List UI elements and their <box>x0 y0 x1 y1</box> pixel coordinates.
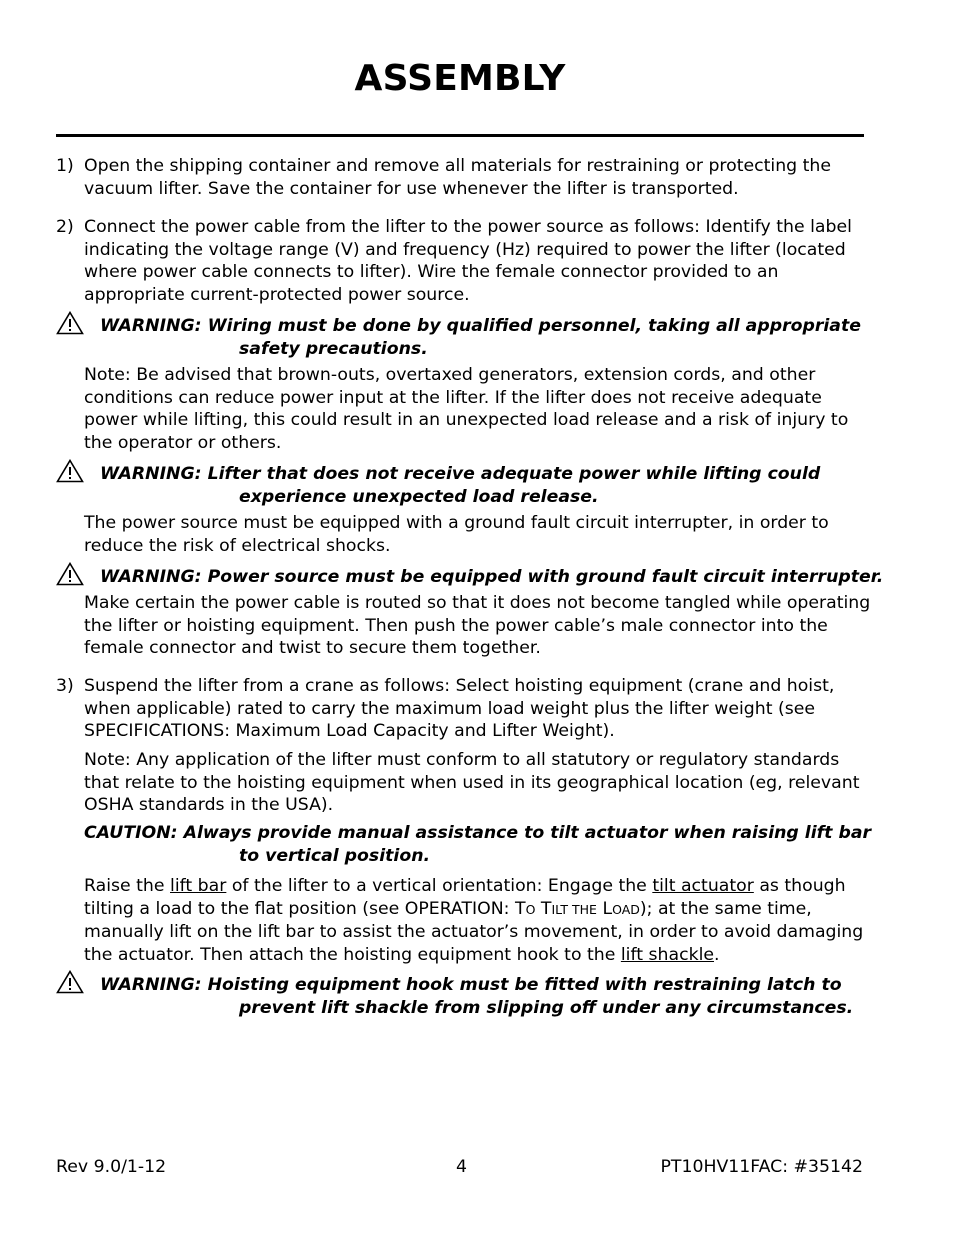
text-run: . <box>714 944 720 965</box>
warning-line-1: WARNING: Lifter that does not receive adequate power while lifting could <box>100 464 821 484</box>
caution-line-1: CAUTION: Always provide manual assistance to tilt actuator when raising lift bar <box>84 823 872 843</box>
warning-triangle-icon <box>56 562 84 586</box>
warning-line-1: WARNING: Power source must be equipped with ground fault circuit interrupter. <box>100 567 884 587</box>
step-2-note: Note: Be advised that brown-outs, overtaxed generators, extension cords, and other conditions can reduce power input at the lifter. If the lifter does not receive adequate power while lifting, this could result in an unexpected load release and a risk of injury to the operator or others. <box>84 365 849 453</box>
warning-line-1: WARNING: Wiring must be done by qualified personnel, taking all appropriate <box>100 316 861 336</box>
text-run: ); at the same time, manually lift on the lift bar to assist the actuator’s movement, in order to avoid damaging the actuator. Then attach the hoisting equipment hook to the <box>84 898 864 965</box>
warning-triangle-icon <box>56 459 84 483</box>
section-ref: TO TILT THE LOAD <box>515 898 640 919</box>
step-2-number: 2) <box>56 217 74 237</box>
step-2-cable-text: Make certain the power cable is routed so that it does not become tangled while operating the lifter or hoisting equipment. Then push the power cable’s male connector into the female connector and twist to secure them together. <box>84 593 871 659</box>
title-rule <box>56 134 864 137</box>
warning-gfci <box>56 562 896 589</box>
text-run: of the lifter to a vertical orientation: Engage the <box>226 876 653 896</box>
step-3-number: 3) <box>56 676 74 696</box>
caution-line-2: to vertical position. <box>239 845 431 866</box>
footer-revision: Rev 9.0/1-12 <box>56 1157 167 1177</box>
caution-lift-bar <box>84 822 884 867</box>
warning-line-1: WARNING: Hoisting equipment hook must be fitted with restraining latch to <box>100 975 842 995</box>
footer-page-number: 4 <box>456 1157 467 1177</box>
warning-hook-latch <box>56 970 886 1019</box>
step-1-text: Open the shipping container and remove all materials for restraining or protecting the vacuum lifter. Save the container for use whenever the lifter is transported. <box>84 156 831 199</box>
text-run: Raise the <box>84 876 171 896</box>
step-1-number: 1) <box>56 156 74 176</box>
warning-wiring <box>56 311 886 360</box>
warning-triangle-icon <box>56 311 84 335</box>
warning-power <box>56 459 886 508</box>
warning-line-2: safety precautions. <box>239 338 428 359</box>
step-2-text: Connect the power cable from the lifter to the power source as follows: Identify the label indicating the voltage range (V) and frequency (Hz) required to power the lifter (located where power cable connects to lifter). Wire the female connector provided to an appropriate current-protected power source. <box>84 217 852 305</box>
warning-line-2: experience unexpected load release. <box>239 486 599 507</box>
warning-line-2: prevent lift shackle from slipping off under any circumstances. <box>239 997 854 1018</box>
lift-bar-term: lift bar <box>170 876 227 896</box>
text-run: as though tilting a load to the flat position (see OPERATION: <box>84 876 846 919</box>
footer-doc-id: PT10HV11FAC: #35142 <box>660 1157 863 1177</box>
tilt-actuator-term: tilt actuator <box>652 876 754 896</box>
warning-triangle-icon <box>56 970 84 994</box>
step-2-gfci-text: The power source must be equipped with a ground fault circuit interrupter, in order to reduce the risk of electrical shocks. <box>84 513 829 556</box>
lift-shackle-term: lift shackle <box>620 944 715 965</box>
step-3-raise-text <box>84 875 874 966</box>
page-title: ASSEMBLY <box>354 58 566 99</box>
step-3-text: Suspend the lifter from a crane as follows: Select hoisting equipment (crane and hoist, when applicable) rated to carry the maximum load weight plus the lifter weight (see SPECIFICATIONS: Maximum Load Capacity and Lifter Weight). <box>84 676 835 742</box>
step-3-note: Note: Any application of the lifter must conform to all statutory or regulatory standards that relate to the hoisting equipment when used in its geographical location (eg, relevant OSHA standards in the USA). <box>84 750 860 816</box>
